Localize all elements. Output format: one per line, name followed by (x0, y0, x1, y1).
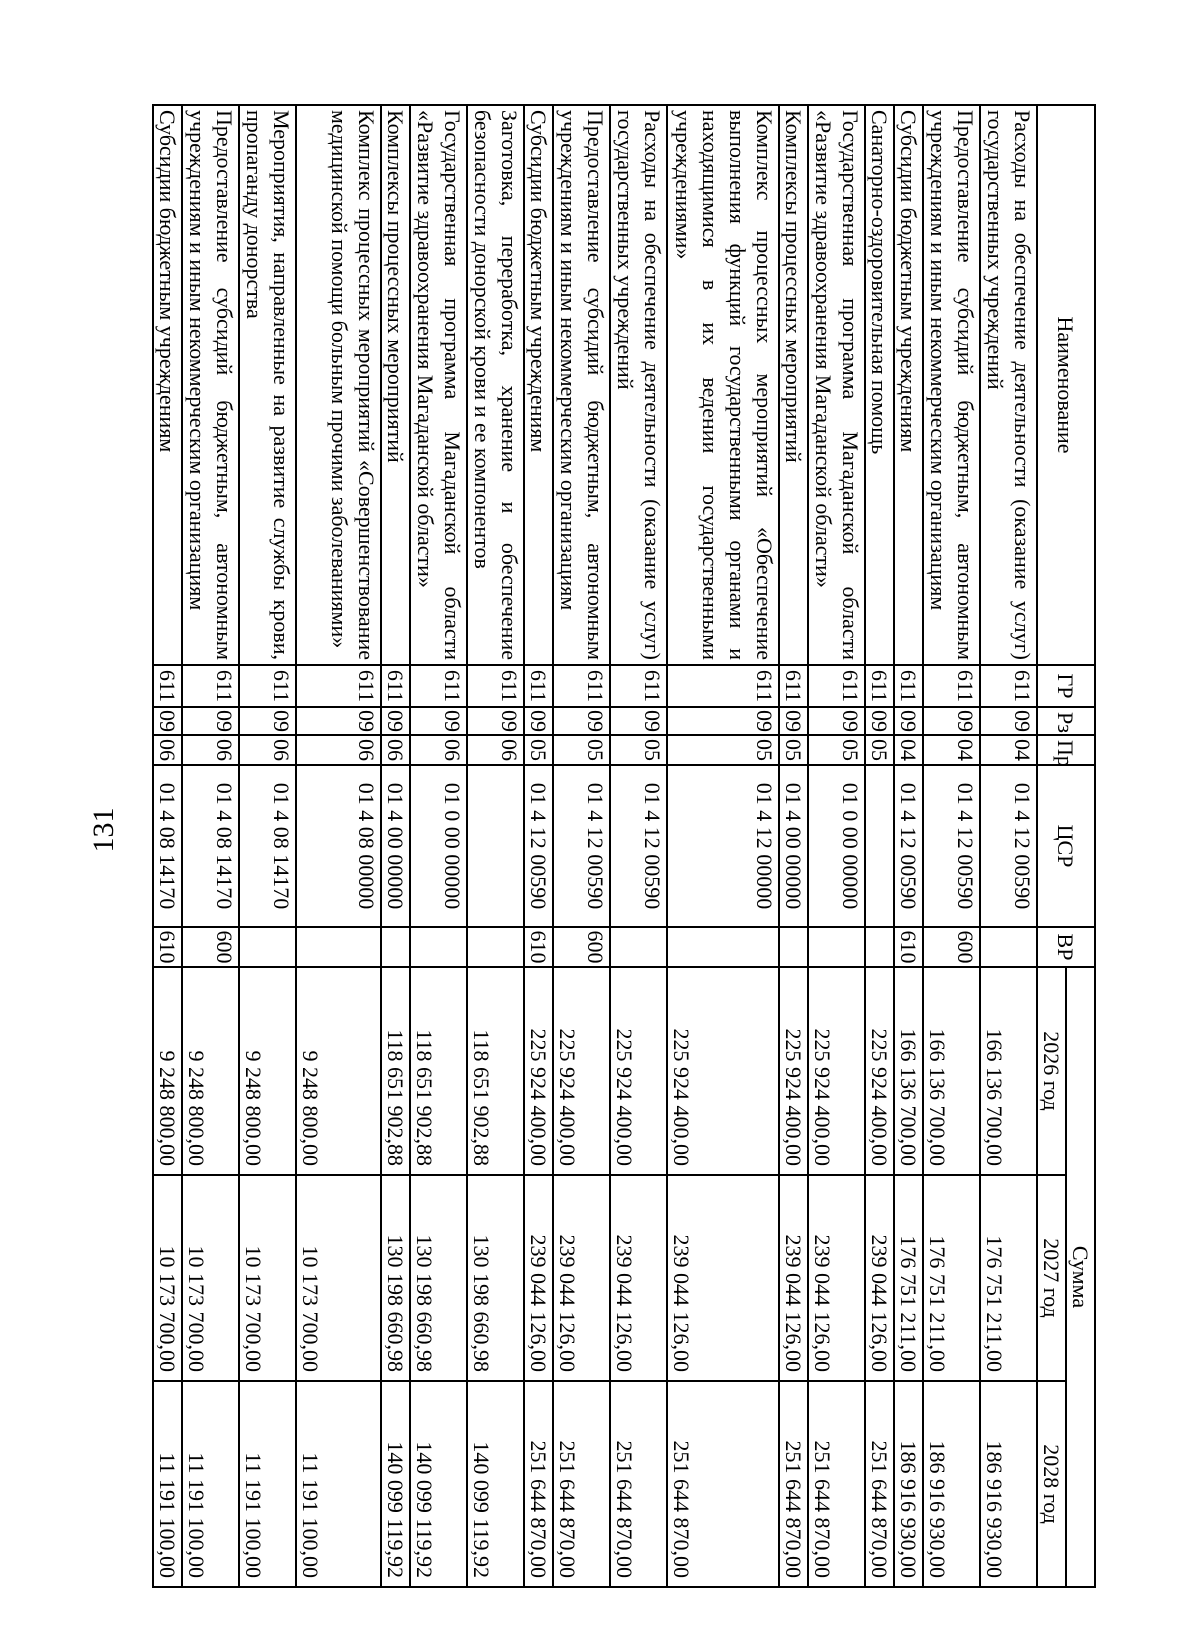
row-pr: 06 (410, 735, 467, 765)
row-sum-2026: 118 651 902,88 (381, 967, 410, 1175)
row-sum-2027: 10 173 700,00 (153, 1175, 182, 1381)
row-rz: 09 (296, 707, 381, 735)
row-rz: 09 (923, 707, 980, 735)
row-vr: 610 (524, 927, 553, 967)
row-vr: 610 (894, 927, 923, 967)
row-sum-2026: 166 136 700,00 (923, 967, 980, 1175)
row-pr: 04 (980, 735, 1037, 765)
row-gr: 611 (779, 665, 808, 707)
row-name: Субсидии бюджетным учреждениям (894, 105, 923, 665)
row-sum-2026: 166 136 700,00 (980, 967, 1037, 1175)
row-sum-2028: 251 644 870,00 (610, 1381, 667, 1587)
row-vr (808, 927, 865, 967)
table-row (182, 105, 239, 1587)
row-rz: 09 (667, 707, 779, 735)
row-csr (467, 765, 524, 927)
row-sum-2028: 186 916 930,00 (923, 1381, 980, 1587)
row-csr: 01 4 12 00590 (553, 765, 610, 927)
row-rz: 09 (610, 707, 667, 735)
row-gr: 611 (553, 665, 610, 707)
row-csr: 01 4 12 00590 (923, 765, 980, 927)
row-sum-2028: 251 644 870,00 (524, 1381, 553, 1587)
table-row (894, 105, 923, 1587)
row-sum-2026: 225 924 400,00 (865, 967, 894, 1175)
row-sum-2028: 140 099 119,92 (381, 1381, 410, 1587)
row-sum-2027: 239 044 126,00 (610, 1175, 667, 1381)
row-sum-2027: 239 044 126,00 (524, 1175, 553, 1381)
header-pr: Пр (1037, 735, 1095, 765)
table-row (667, 105, 779, 1587)
table-row (153, 105, 182, 1587)
row-gr: 611 (239, 665, 296, 707)
row-csr: 01 4 12 00590 (524, 765, 553, 927)
row-vr (779, 927, 808, 967)
row-name: Комплекс процессных мероприятий «Обеспечение выполнения функций государственными органами и находящимися в их ведении государственными учреждениями» (667, 105, 779, 665)
table-row (296, 105, 381, 1587)
row-name: Предоставление субсидий бюджетным, автономным учреждениям и иным некоммерческим организациям (182, 105, 239, 665)
header-2028: 2028 год (1037, 1381, 1066, 1587)
row-sum-2026: 225 924 400,00 (610, 967, 667, 1175)
row-vr (467, 927, 524, 967)
row-sum-2027: 176 751 211,00 (923, 1175, 980, 1381)
row-csr: 01 0 00 00000 (410, 765, 467, 927)
row-pr: 06 (239, 735, 296, 765)
row-sum-2027: 239 044 126,00 (779, 1175, 808, 1381)
row-sum-2028: 140 099 119,92 (410, 1381, 467, 1587)
row-gr: 611 (923, 665, 980, 707)
row-rz: 09 (980, 707, 1037, 735)
table-row (239, 105, 296, 1587)
row-csr: 01 4 08 14170 (239, 765, 296, 927)
table-row (410, 105, 467, 1587)
row-sum-2026: 225 924 400,00 (779, 967, 808, 1175)
row-sum-2026: 118 651 902,88 (467, 967, 524, 1175)
row-sum-2026: 225 924 400,00 (553, 967, 610, 1175)
row-gr: 611 (381, 665, 410, 707)
header-2026: 2026 год (1037, 967, 1066, 1175)
row-gr: 611 (980, 665, 1037, 707)
row-name: Санаторно-оздоровительная помощь (865, 105, 894, 665)
row-csr: 01 4 12 00590 (610, 765, 667, 927)
row-sum-2028: 251 644 870,00 (553, 1381, 610, 1587)
row-sum-2028: 186 916 930,00 (894, 1381, 923, 1587)
row-sum-2027: 10 173 700,00 (239, 1175, 296, 1381)
table-row (553, 105, 610, 1587)
row-pr: 05 (524, 735, 553, 765)
row-sum-2028: 251 644 870,00 (779, 1381, 808, 1587)
row-csr: 01 4 00 00000 (381, 765, 410, 927)
row-gr: 611 (610, 665, 667, 707)
row-name: Государственная программа Магаданской области «Развитие здравоохранения Магаданской области» (410, 105, 467, 665)
row-sum-2026: 9 248 800,00 (239, 967, 296, 1175)
header-sum: Сумма (1066, 967, 1095, 1587)
row-sum-2026: 166 136 700,00 (894, 967, 923, 1175)
row-sum-2028: 140 099 119,92 (467, 1381, 524, 1587)
row-csr: 01 4 12 00000 (667, 765, 779, 927)
row-sum-2026: 225 924 400,00 (667, 967, 779, 1175)
row-pr: 06 (467, 735, 524, 765)
row-rz: 09 (524, 707, 553, 735)
header-name: Наименование (1037, 105, 1095, 665)
row-vr: 600 (553, 927, 610, 967)
row-pr: 05 (610, 735, 667, 765)
row-gr: 611 (667, 665, 779, 707)
row-gr: 611 (410, 665, 467, 707)
page-number: 131 (87, 807, 120, 853)
row-gr: 611 (182, 665, 239, 707)
table-row (808, 105, 865, 1587)
row-pr: 05 (553, 735, 610, 765)
row-sum-2028: 251 644 870,00 (667, 1381, 779, 1587)
row-name: Комплексы процессных мероприятий (381, 105, 410, 665)
row-sum-2026: 9 248 800,00 (296, 967, 381, 1175)
row-sum-2027: 239 044 126,00 (865, 1175, 894, 1381)
row-rz: 09 (779, 707, 808, 735)
row-pr: 06 (153, 735, 182, 765)
row-sum-2026: 118 651 902,88 (410, 967, 467, 1175)
row-name: Комплексы процессных мероприятий (779, 105, 808, 665)
row-gr: 611 (894, 665, 923, 707)
budget-table-rotated (155, 104, 1096, 1586)
row-sum-2027: 10 173 700,00 (296, 1175, 381, 1381)
row-sum-2026: 9 248 800,00 (182, 967, 239, 1175)
row-rz: 09 (239, 707, 296, 735)
row-pr: 04 (923, 735, 980, 765)
row-vr (610, 927, 667, 967)
row-vr (667, 927, 779, 967)
row-rz: 09 (808, 707, 865, 735)
row-rz: 09 (467, 707, 524, 735)
row-rz: 09 (553, 707, 610, 735)
row-pr: 06 (182, 735, 239, 765)
row-name: Предоставление субсидий бюджетным, автономным учреждениям и иным некоммерческим организациям (553, 105, 610, 665)
table-row (524, 105, 553, 1587)
row-csr: 01 4 12 00590 (894, 765, 923, 927)
row-rz: 09 (894, 707, 923, 735)
row-name: Комплекс процессных мероприятий «Совершенствование медицинской помощи больным прочими заболеваниями» (296, 105, 381, 665)
row-name: Государственная программа Магаданской области «Развитие здравоохранения Магаданской области» (808, 105, 865, 665)
row-vr (410, 927, 467, 967)
row-name: Субсидии бюджетным учреждениям (524, 105, 553, 665)
row-gr: 611 (296, 665, 381, 707)
row-csr (865, 765, 894, 927)
row-rz: 09 (865, 707, 894, 735)
row-name: Расходы на обеспечение деятельности (оказание услуг) государственных учреждений (610, 105, 667, 665)
header-rz: Рз (1037, 707, 1095, 735)
budget-table (152, 104, 1096, 1588)
row-vr: 610 (153, 927, 182, 967)
row-name: Заготовка, переработка, хранение и обеспечение безопасности донорской крови и ее компонентов (467, 105, 524, 665)
row-csr: 01 4 08 14170 (153, 765, 182, 927)
row-name: Субсидии бюджетным учреждениям (153, 105, 182, 665)
row-sum-2027: 130 198 660,98 (410, 1175, 467, 1381)
row-csr: 01 4 08 00000 (296, 765, 381, 927)
row-gr: 611 (808, 665, 865, 707)
table-row (779, 105, 808, 1587)
table-row (381, 105, 410, 1587)
row-pr: 05 (779, 735, 808, 765)
row-vr (381, 927, 410, 967)
table-row (980, 105, 1037, 1587)
row-pr: 05 (667, 735, 779, 765)
row-sum-2028: 11 191 100,00 (239, 1381, 296, 1587)
row-pr: 06 (296, 735, 381, 765)
row-pr: 05 (808, 735, 865, 765)
row-vr (865, 927, 894, 967)
row-pr: 04 (894, 735, 923, 765)
row-vr (239, 927, 296, 967)
row-gr: 611 (153, 665, 182, 707)
header-2027: 2027 год (1037, 1175, 1066, 1381)
row-sum-2027: 176 751 211,00 (980, 1175, 1037, 1381)
row-csr: 01 4 00 00000 (779, 765, 808, 927)
row-sum-2028: 11 191 100,00 (153, 1381, 182, 1587)
row-name: Предоставление субсидий бюджетным, автономным учреждениям и иным некоммерческим организациям (923, 105, 980, 665)
row-gr: 611 (467, 665, 524, 707)
row-sum-2028: 251 644 870,00 (808, 1381, 865, 1587)
header-csr: ЦСР (1037, 765, 1095, 927)
row-sum-2027: 239 044 126,00 (667, 1175, 779, 1381)
row-rz: 09 (182, 707, 239, 735)
row-pr: 05 (865, 735, 894, 765)
row-csr: 01 4 12 00590 (980, 765, 1037, 927)
row-sum-2028: 251 644 870,00 (865, 1381, 894, 1587)
row-sum-2028: 186 916 930,00 (980, 1381, 1037, 1587)
table-row (923, 105, 980, 1587)
row-pr: 06 (381, 735, 410, 765)
row-csr: 01 4 08 14170 (182, 765, 239, 927)
row-vr: 600 (182, 927, 239, 967)
row-name: Мероприятия, направленные на развитие службы крови, пропаганду донорства (239, 105, 296, 665)
row-gr: 611 (524, 665, 553, 707)
row-rz: 09 (381, 707, 410, 735)
row-sum-2027: 176 751 211,00 (894, 1175, 923, 1381)
row-sum-2027: 130 198 660,98 (467, 1175, 524, 1381)
table-row (610, 105, 667, 1587)
row-sum-2027: 239 044 126,00 (808, 1175, 865, 1381)
row-sum-2027: 130 198 660,98 (381, 1175, 410, 1381)
header-gr: ГР (1037, 665, 1095, 707)
row-gr: 611 (865, 665, 894, 707)
row-rz: 09 (153, 707, 182, 735)
row-sum-2026: 9 248 800,00 (153, 967, 182, 1175)
row-sum-2028: 11 191 100,00 (182, 1381, 239, 1587)
table-row (865, 105, 894, 1587)
row-name: Расходы на обеспечение деятельности (оказание услуг) государственных учреждений (980, 105, 1037, 665)
row-vr: 600 (923, 927, 980, 967)
row-sum-2026: 225 924 400,00 (808, 967, 865, 1175)
header-vr: ВР (1037, 927, 1095, 967)
row-sum-2028: 11 191 100,00 (296, 1381, 381, 1587)
row-vr (296, 927, 381, 967)
table-row (467, 105, 524, 1587)
row-sum-2027: 239 044 126,00 (553, 1175, 610, 1381)
row-sum-2027: 10 173 700,00 (182, 1175, 239, 1381)
row-csr: 01 0 00 00000 (808, 765, 865, 927)
row-rz: 09 (410, 707, 467, 735)
row-sum-2026: 225 924 400,00 (524, 967, 553, 1175)
row-vr (980, 927, 1037, 967)
